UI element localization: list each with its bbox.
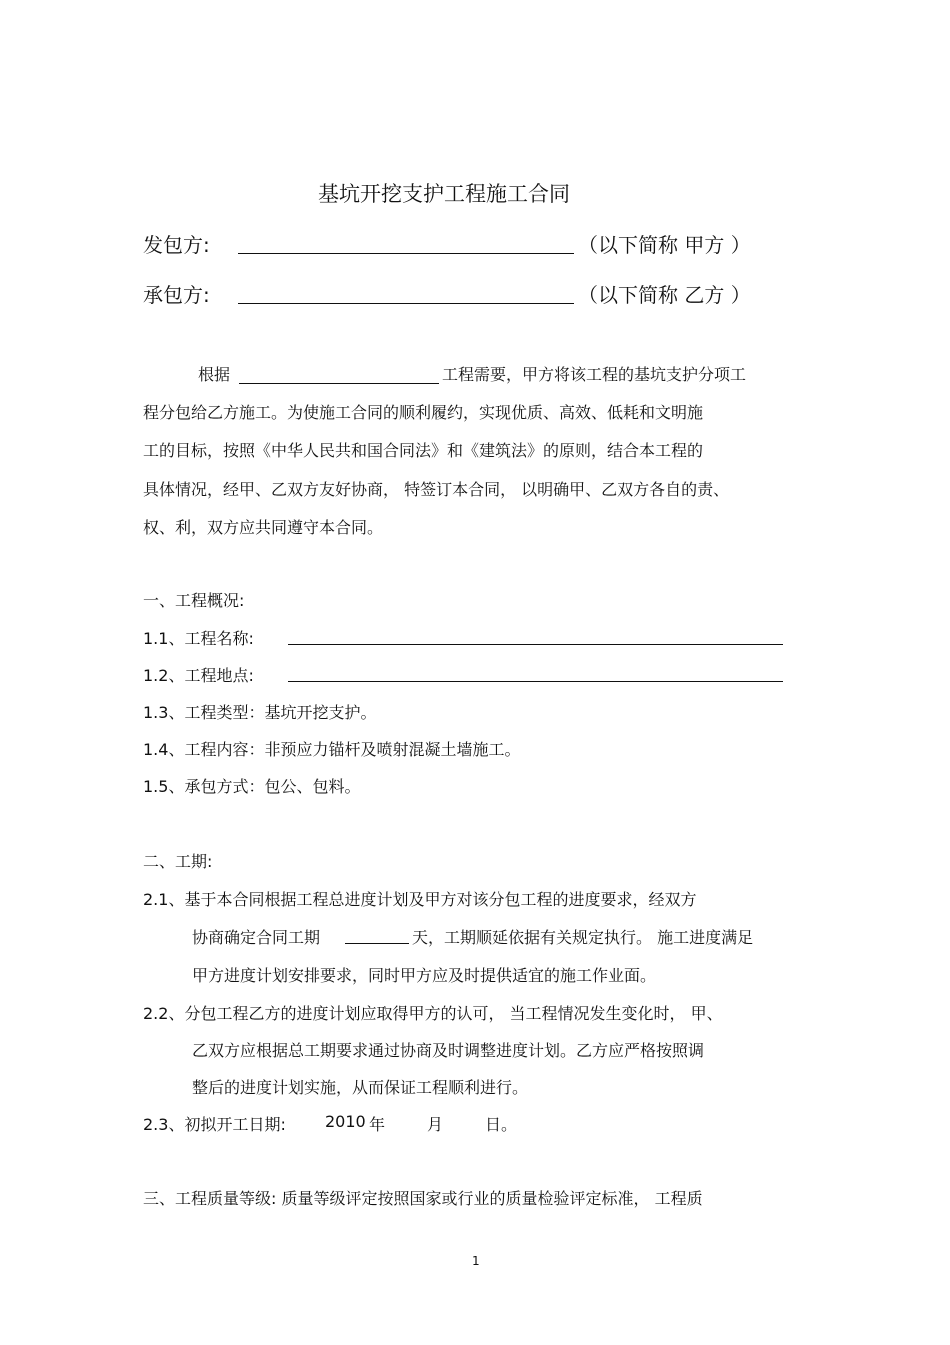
contractor-suffix: （以下简称 乙方 ） <box>578 283 751 307</box>
section-3-heading: 三、工程质量等级: 质量等级评定按照国家或行业的质量检验评定标准， 工程质 <box>143 1189 703 1208</box>
start-date-year-unit: 年 <box>369 1115 386 1134</box>
preamble-line-5: 权、利，双方应共同遵守本合同。 <box>143 518 384 537</box>
contract-title: 基坑开挖支护工程施工合同 <box>318 182 570 206</box>
item-number: 2.3 <box>143 1115 169 1134</box>
section-1-heading: 一、工程概况: <box>143 591 245 610</box>
item-number: 1.5 <box>143 777 169 796</box>
item-1-2 <box>143 663 254 686</box>
item-text: 、工程类型：基坑开挖支护。 <box>168 703 377 722</box>
item-1-4 <box>143 737 520 760</box>
item-number: 2.1 <box>143 890 169 909</box>
item-text: 、初拟开工日期: <box>168 1115 286 1134</box>
item-number: 2.2 <box>143 1004 169 1023</box>
section-2-heading: 二、工期: <box>143 852 213 871</box>
project-location-field-line <box>288 681 783 682</box>
preamble-line-2: 程分包给乙方施工。为使施工合同的顺利履约，实现优质、高效、低耗和文明施 <box>143 403 704 422</box>
item-2-3 <box>143 1112 286 1135</box>
start-date-year: 2010 <box>325 1112 366 1131</box>
item-2-1-line-2a: 协商确定合同工期 <box>192 928 321 947</box>
item-1-3 <box>143 700 376 723</box>
item-2-2-line-2: 乙双方应根据总工期要求通过协商及时调整进度计划。乙方应严格按照调 <box>192 1041 705 1060</box>
item-text: 、承包方式：包公、包料。 <box>168 777 361 796</box>
item-text: 、分包工程乙方的进度计划应取得甲方的认可， 当工程情况发生变化时， 甲、 <box>168 1004 723 1023</box>
preamble-prefix: 根据 <box>198 365 231 384</box>
item-2-2-line-1 <box>143 1001 723 1024</box>
project-name-field-line <box>288 644 783 645</box>
item-text: 、工程名称: <box>168 629 254 648</box>
item-number: 1.2 <box>143 666 169 685</box>
item-text: 、工程内容：非预应力锚杆及喷射混凝土墙施工。 <box>168 740 521 759</box>
item-2-2-line-3: 整后的进度计划实施，从而保证工程顺利进行。 <box>192 1078 529 1097</box>
preamble-line-4: 具体情况，经甲、乙双方友好协商， 特签订本合同， 以明确甲、乙双方各自的责、 <box>143 480 730 499</box>
item-2-1-line-3: 甲方进度计划安排要求，同时甲方应及时提供适宜的施工作业面。 <box>192 966 657 985</box>
start-date-month-unit: 月 <box>427 1115 444 1134</box>
duration-days-blank-line <box>345 943 409 944</box>
item-number: 1.1 <box>143 629 169 648</box>
employer-label: 发包方: <box>143 233 210 257</box>
item-text: 、基于本合同根据工程总进度计划及甲方对该分包工程的进度要求，经双方 <box>168 890 697 909</box>
page-number: 1 <box>472 1254 480 1268</box>
item-1-5 <box>143 774 360 797</box>
item-2-1-line-1 <box>143 887 696 910</box>
item-text: 、工程地点: <box>168 666 254 685</box>
start-date-day-unit: 日。 <box>485 1115 518 1134</box>
item-1-1 <box>143 626 254 649</box>
item-number: 1.3 <box>143 703 169 722</box>
item-number: 1.4 <box>143 740 169 759</box>
employer-blank-line <box>238 253 574 254</box>
employer-suffix: （以下简称 甲方 ） <box>578 233 751 257</box>
contractor-blank-line <box>238 303 574 304</box>
preamble-line-3: 工的目标，按照《中华人民共和国合同法》和《建筑法》的原则，结合本工程的 <box>143 441 704 460</box>
contractor-label: 承包方: <box>143 283 210 307</box>
project-name-blank-line <box>239 383 439 384</box>
item-2-1-line-2b: 天，工期顺延依据有关规定执行。 施工进度满足 <box>412 928 754 947</box>
preamble-line-1: 工程需要，甲方将该工程的基坑支护分项工 <box>442 365 747 384</box>
